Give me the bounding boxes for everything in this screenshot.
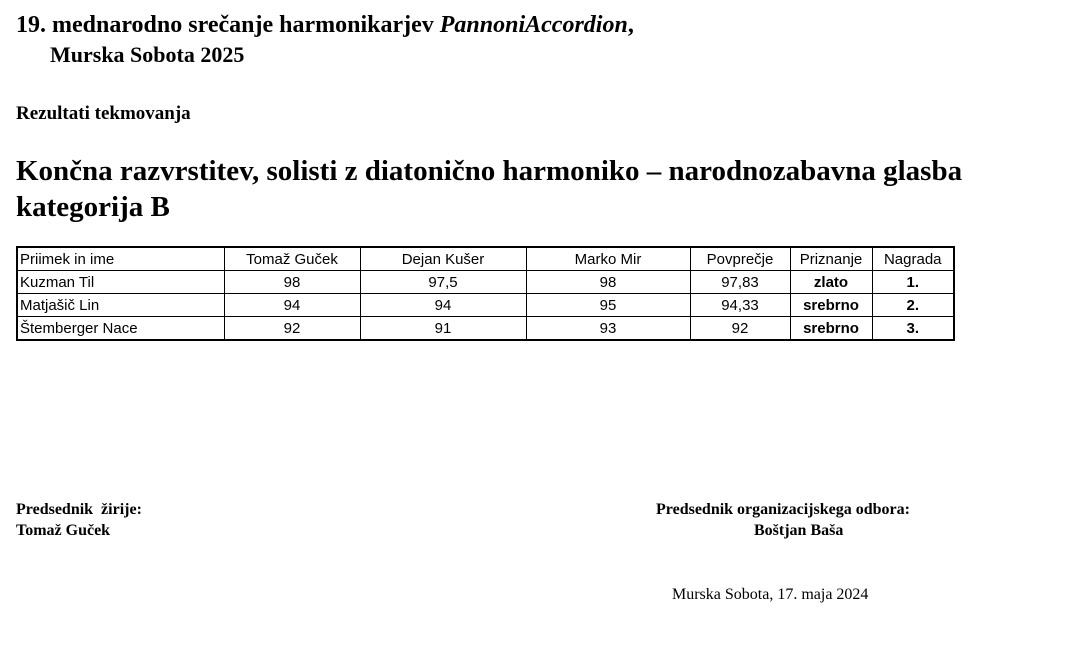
category-title-line1: Končna razvrstitev, solisti z diatonično harmoniko – narodnozabavna glasba	[16, 155, 963, 187]
competitor-name: Štemberger Nace	[17, 317, 224, 341]
column-header-judge1: Tomaž Guček	[224, 247, 360, 271]
score-judge1: 98	[224, 271, 360, 294]
category-title-line2: kategorija B	[16, 191, 170, 223]
event-name: PannoniAccordion	[439, 12, 628, 38]
score-average: 92	[690, 317, 790, 341]
column-header-average: Povprečje	[690, 247, 790, 271]
score-judge1: 94	[224, 294, 360, 317]
organizing-committee-president-name: Boštjan Baša	[754, 522, 844, 539]
award: zlato	[790, 271, 872, 294]
score-average: 97,83	[690, 271, 790, 294]
place-and-date: Murska Sobota, 17. maja 2024	[672, 586, 869, 603]
score-judge3: 95	[526, 294, 690, 317]
score-judge3: 93	[526, 317, 690, 341]
score-judge3: 98	[526, 271, 690, 294]
table-row	[17, 317, 954, 341]
column-header-name: Priimek in ime	[17, 247, 224, 271]
organizing-committee-president-label: Predsednik organizacijskega odbora:	[656, 501, 910, 518]
category-title	[16, 153, 962, 225]
results-table	[16, 246, 955, 341]
score-judge2: 97,5	[360, 271, 526, 294]
table-header-row	[17, 247, 954, 271]
column-header-judge3: Marko Mir	[526, 247, 690, 271]
award: srebrno	[790, 317, 872, 341]
column-header-judge2: Dejan Kušer	[360, 247, 526, 271]
score-judge2: 91	[360, 317, 526, 341]
jury-president-label: Predsednik žirije:	[16, 501, 142, 518]
competitor-name: Kuzman Til	[17, 271, 224, 294]
event-title-suffix: ,	[627, 12, 634, 38]
place: 2.	[872, 294, 954, 317]
score-average: 94,33	[690, 294, 790, 317]
column-header-award: Priznanje	[790, 247, 872, 271]
place: 1.	[872, 271, 954, 294]
table-row	[17, 271, 954, 294]
event-title	[16, 12, 634, 39]
award: srebrno	[790, 294, 872, 317]
score-judge1: 92	[224, 317, 360, 341]
column-header-place: Nagrada	[872, 247, 954, 271]
score-judge2: 94	[360, 294, 526, 317]
competitor-name: Matjašič Lin	[17, 294, 224, 317]
place: 3.	[872, 317, 954, 341]
event-title-prefix: 19. mednarodno srečanje harmonikarjev	[16, 12, 440, 38]
table-row	[17, 294, 954, 317]
event-location-year: Murska Sobota 2025	[50, 42, 245, 67]
results-label: Rezultati tekmovanja	[16, 103, 191, 124]
jury-president-name: Tomaž Guček	[16, 522, 111, 539]
